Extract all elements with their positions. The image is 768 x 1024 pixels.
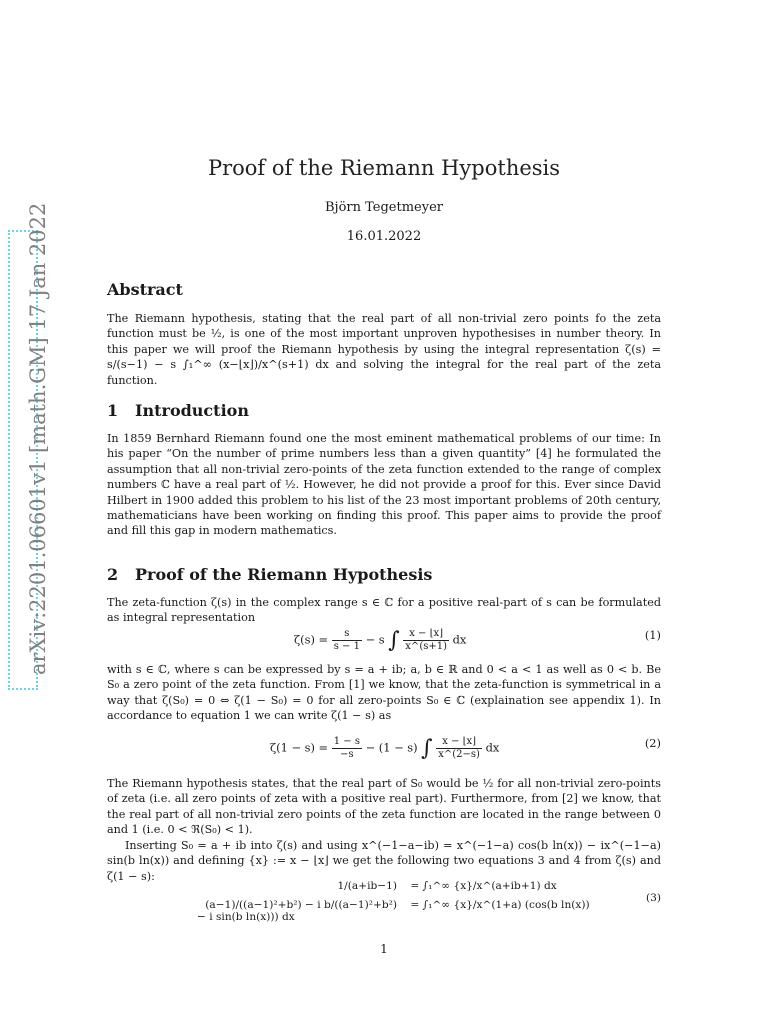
equation-1-dx: dx [452, 632, 467, 647]
arxiv-identifier[interactable]: arXiv:2201.06601v1 [math.GM] 17 Jan 2022 [26, 202, 50, 675]
equation-2-fraction: $\frac{1 - s}{-s}$ [333, 736, 360, 760]
paper-title: Proof of the Riemann Hypothesis [207, 156, 561, 180]
equation-3-line-1-rhs: = ∫₁^∞ {x}/x^(a+ib+1) dx [410, 880, 557, 892]
equation-2-lhs: ζ(1 − s) = [270, 740, 329, 755]
section-2-paragraph-2: with s ∈ ℂ, where s can be expressed by s = a + ib; a, b ∈ ℝ and 0 < a < 1 as well as 0 < b. Be S₀ a zero point of the zeta function. From [1] we know, that the zeta-function is symmetrical in a way that ζ(S₀) = 0 ⇔ ζ(1 − S₀) = 0 for all zero-points S₀ ∈ ℂ (explaination see appendix 1). In accordance to equation 1 we can write ζ(1 − s) as [107, 663, 661, 723]
section-1-text: In 1859 Bernhard Riemann found one the most eminent mathematical problems of our time: In his paper “On the number of prime numbers less than a given quantity” [4] he formulated the assumption that all non-trivial zero-points of the zeta function extended to the range of complex numbers ℂ have a real part of ½. However, he did not provide a proof for this. Ever since David Hilbert in 1900 added this problem to his list of the 23 most important problems of 20th century, mathematicians have been working on finding this proof. This paper aims to provide the proof and fill this gap in modern mathematics. [107, 432, 661, 538]
section-1-title: Introduction [135, 401, 249, 420]
equation-2-number: (2) [644, 736, 661, 750]
equation-3-line-2-rhs: = ∫₁^∞ {x}/x^(1+a) (cos(b ln(x)) − i sin(b ln(x))) dx [197, 899, 590, 923]
equation-2-minus-term: − (1 − s) [365, 740, 418, 755]
equation-3-number: (3) [645, 892, 661, 904]
equation-3 [107, 878, 661, 922]
abstract-heading: Abstract [107, 280, 183, 299]
section-2-paragraph-4: Inserting S₀ = a + ib into ζ(s) and using x^(−1−a−ib) = x^(−1−a) cos(b ln(x)) − ix^(−1−a) sin(b ln(x)) and defining {x} := x − ⌊x⌋ we get the following two equations 3 and 4 from ζ(s) and ζ(1 − s): [107, 839, 661, 883]
section-1-heading [107, 401, 249, 420]
equation-2-integrand: $\frac{x - ⌊x⌋}{x\^{}(2-s)}$ [438, 736, 480, 760]
equation-1-minus-s: − s [365, 632, 385, 647]
equation-1-number: (1) [644, 628, 661, 642]
paper-date: 16.01.2022 [346, 229, 422, 244]
abstract-text: The Riemann hypothesis, stating that the real part of all non-trivial zero points fo the zeta function must be ½, is one of the most important unproven hypothesises in number theory. In this paper we will proof the Riemann hypothesis by using the integral representation ζ(s) = s/(s−1) − s ∫₁^∞ (x−⌊x⌋)/x^(s+1) dx and solving the integral for the real part of the zeta function. [107, 312, 661, 387]
equation-2 [107, 728, 661, 768]
equation-1-fraction: $\frac{s}{s - 1}$ [333, 628, 360, 652]
section-2-heading [107, 565, 432, 584]
equation-1-integrand: $\frac{x - ⌊x⌋}{x\^{}(s+1)}$ [405, 628, 447, 652]
page-number: 1 [380, 942, 388, 956]
section-2-paragraph-3: The Riemann hypothesis states, that the real part of S₀ would be ½ for all non-trivial zero-points of zeta (i.e. all zero points of zeta with a positive real part). Furthermore, from [2] we know, that the real part of all non-trivial zero points of the zeta function are located in the range between 0 and 1 (i.e. 0 < ℜ(S₀) < 1). [107, 777, 661, 837]
section-2-title: Proof of the Riemann Hypothesis [135, 565, 433, 584]
arxiv-stamp [8, 202, 50, 690]
equation-2-dx: dx [485, 740, 500, 755]
section-2-number: 2 [107, 565, 119, 584]
equation-1 [107, 620, 661, 660]
equation-1-lhs: ζ(s) = [294, 632, 329, 647]
equation-3-line-1-lhs: 1/(a+ib−1) [337, 880, 397, 892]
equation-3-line-2 [197, 899, 597, 923]
paper-author: Björn Tegetmeyer [325, 200, 443, 215]
integral-sign: ∫ [421, 736, 433, 761]
integral-sign: ∫ [388, 628, 400, 653]
equation-3-line-2-lhs: (a−1)/((a−1)²+b²) − i b/((a−1)²+b²) [205, 899, 397, 911]
section-1-number: 1 [107, 401, 119, 420]
equation-3-line-1 [197, 880, 597, 899]
section-2-paragraph-1: The zeta-function ζ(s) in the complex range s ∈ ℂ for a positive real-part of s can be formulated as integral representation [107, 596, 661, 625]
